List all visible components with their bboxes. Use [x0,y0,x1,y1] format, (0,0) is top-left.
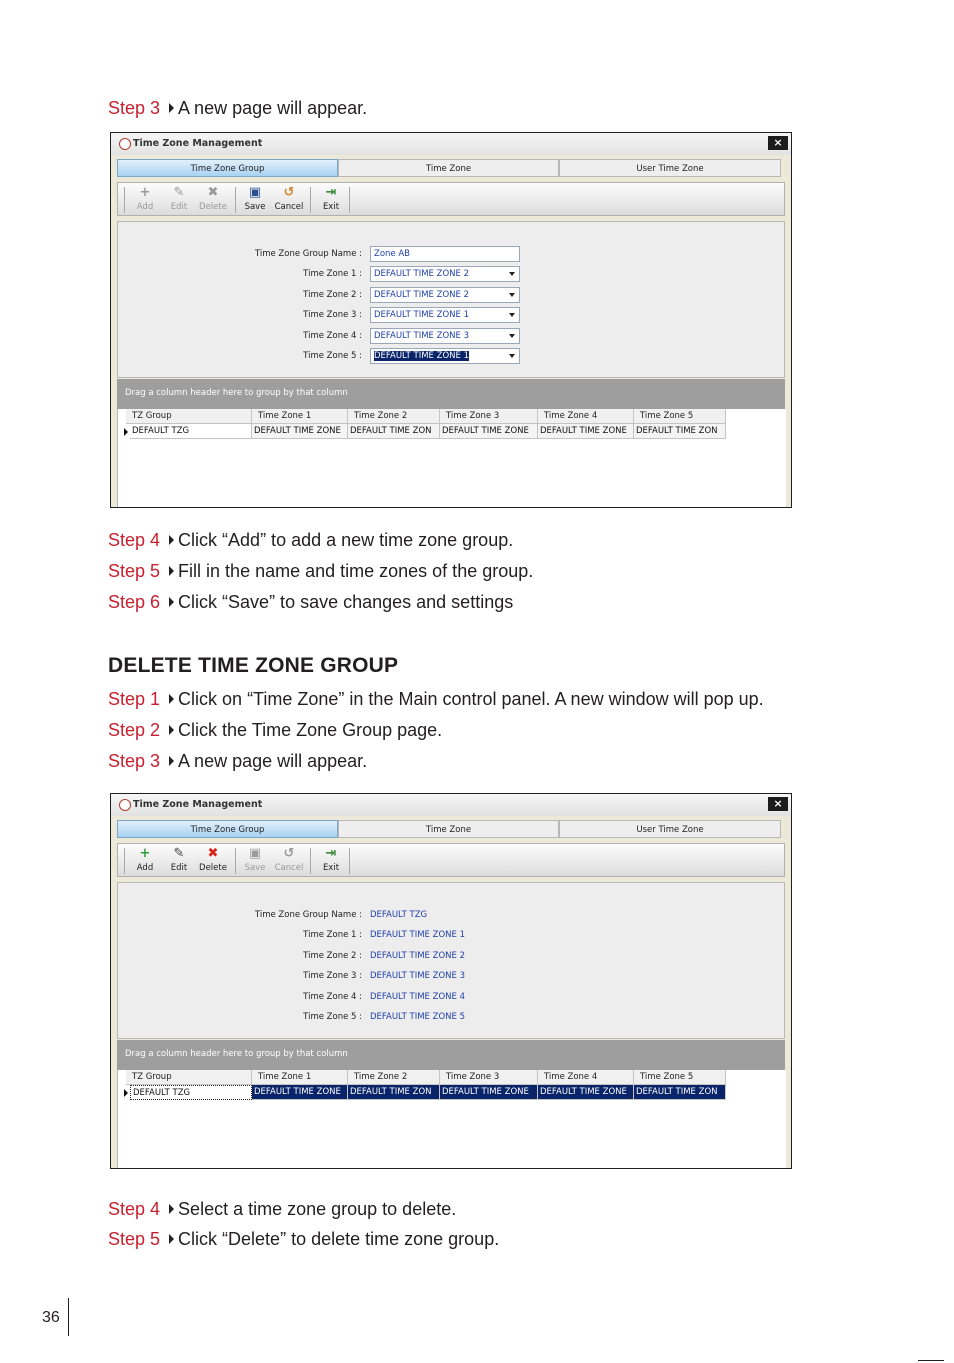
step-label: Step 3 [108,98,161,118]
tab-bar [117,820,781,838]
time-zone-1-value: DEFAULT TIME ZONE 1 [370,930,465,940]
table-cell[interactable]: DEFAULT TIME ZON [634,1085,726,1100]
chevron-down-icon [509,293,515,297]
form-label-time-zone-4: Time Zone 4 : [303,331,362,341]
step-row [108,1228,499,1250]
chevron-down-icon [509,313,515,317]
step-row [108,1198,456,1220]
delete-button[interactable]: ✖ Delete [196,847,230,873]
column-header-tz-group[interactable]: TZ Group [126,409,252,424]
group-name-input[interactable]: Zone AB [370,246,520,262]
chevron-down-icon [509,334,515,338]
exit-icon: ⇥ [325,846,337,861]
toolbar-separator [310,187,311,213]
delete-icon: ✖ [207,185,219,200]
time-zone-5-select[interactable]: DEFAULT TIME ZONE 1 [370,348,520,364]
add-icon: + [139,846,151,861]
step-text: A new page will appear. [178,98,368,118]
row-indicator-icon [124,1089,128,1097]
time-zone-4-value: DEFAULT TIME ZONE 4 [370,992,465,1002]
toolbar-separator [124,187,125,213]
table-cell[interactable]: DEFAULT TIME ZON [348,424,440,439]
exit-button[interactable]: ⇥ Exit [314,847,348,873]
arrow-right-icon [169,535,174,545]
window-titlebar [111,794,791,816]
cancel-icon: ↺ [283,185,295,200]
time-zone-2-value: DEFAULT TIME ZONE 2 [370,951,465,961]
step-label: Step 2 [108,720,161,740]
toolbar [117,843,785,877]
cancel-button[interactable]: ↺ Cancel [272,847,306,873]
corner-rule [918,1360,944,1361]
column-header-time-zone-3[interactable]: Time Zone 3 [440,409,538,424]
arrow-right-icon [169,694,174,704]
step-row [108,529,513,551]
arrow-right-icon [169,566,174,576]
time-zone-management-window-add [110,132,792,508]
arrow-right-icon [169,103,174,113]
step-text: Select a time zone group to delete. [178,1199,457,1219]
arrow-right-icon [169,1204,174,1214]
time-zone-3-select[interactable]: DEFAULT TIME ZONE 1 [370,307,520,323]
chevron-down-icon [509,354,515,358]
column-header-tz-group[interactable]: TZ Group [126,1070,252,1085]
tab-time-zone-group[interactable]: Time Zone Group [117,159,338,177]
save-icon: ▣ [248,185,262,200]
step-label: Step 6 [108,592,161,612]
clock-icon [119,799,131,811]
toolbar-separator [310,848,311,874]
tab-bar [117,159,781,177]
step-text: Click “Delete” to delete time zone group. [178,1229,500,1249]
column-header-time-zone-1[interactable]: Time Zone 1 [252,409,348,424]
cancel-button[interactable]: ↺ Cancel [272,186,306,212]
group-by-hint: Drag a column header here to group by that column [125,388,348,398]
group-form [117,221,785,378]
form-label-group-name: Time Zone Group Name : [254,910,362,920]
toolbar-separator [235,848,236,874]
tab-user-time-zone[interactable]: User Time Zone [559,159,781,177]
exit-button[interactable]: ⇥ Exit [314,186,348,212]
column-header-time-zone-5[interactable]: Time Zone 5 [634,409,726,424]
time-zone-3-value: DEFAULT TIME ZONE 3 [370,971,465,981]
column-header-time-zone-2[interactable]: Time Zone 2 [348,409,440,424]
tab-time-zone[interactable]: Time Zone [338,820,559,838]
form-label-group-name: Time Zone Group Name : [254,249,362,259]
tab-time-zone-group[interactable]: Time Zone Group [117,820,338,838]
time-zone-group-grid [117,1070,786,1168]
arrow-right-icon [169,1234,174,1244]
arrow-right-icon [169,597,174,607]
form-label-time-zone-2: Time Zone 2 : [303,951,362,961]
add-button[interactable]: + Add [128,847,162,873]
table-cell[interactable]: DEFAULT TIME ZONE [252,1085,348,1100]
time-zone-2-select[interactable]: DEFAULT TIME ZONE 2 [370,287,520,303]
toolbar-separator [349,848,350,874]
step-row [108,719,442,741]
time-zone-4-select[interactable]: DEFAULT TIME ZONE 3 [370,328,520,344]
group-by-panel[interactable] [117,1040,785,1070]
time-zone-5-value: DEFAULT TIME ZONE 5 [370,1012,465,1022]
form-label-time-zone-2: Time Zone 2 : [303,290,362,300]
save-icon: ▣ [248,846,262,861]
group-form [117,882,785,1039]
step-label: Step 5 [108,561,161,581]
toolbar-separator [349,187,350,213]
form-label-time-zone-1: Time Zone 1 : [303,930,362,940]
table-cell[interactable]: DEFAULT TZG [130,1085,252,1100]
table-cell[interactable]: DEFAULT TIME ZONE [440,1085,538,1100]
table-cell[interactable]: DEFAULT TIME ZON [348,1085,440,1100]
window-titlebar [111,133,791,155]
edit-button[interactable]: ✎ Edit [162,186,196,212]
group-by-hint: Drag a column header here to group by that column [125,1049,348,1059]
group-name-value: DEFAULT TZG [370,910,428,920]
step-row [108,97,367,119]
step-row [108,750,367,772]
page-number-divider [68,1298,69,1336]
toolbar-separator [235,187,236,213]
column-header-time-zone-2[interactable]: Time Zone 2 [348,1070,440,1085]
form-label-time-zone-5: Time Zone 5 : [303,351,362,361]
delete-icon: ✖ [207,846,219,861]
close-button[interactable]: × [768,136,788,150]
step-text: Click “Save” to save changes and settings [178,592,514,612]
table-cell[interactable]: DEFAULT TIME ZONE [440,424,538,439]
form-label-time-zone-5: Time Zone 5 : [303,1012,362,1022]
step-label: Step 3 [108,751,161,771]
step-text: Fill in the name and time zones of the group. [178,561,534,581]
edit-icon: ✎ [173,846,185,861]
column-header-time-zone-1[interactable]: Time Zone 1 [252,1070,348,1085]
form-label-time-zone-1: Time Zone 1 : [303,269,362,279]
table-cell[interactable]: DEFAULT TIME ZONE [538,1085,634,1100]
arrow-right-icon [169,756,174,766]
column-header-time-zone-3[interactable]: Time Zone 3 [440,1070,538,1085]
tab-time-zone[interactable]: Time Zone [338,159,559,177]
form-label-time-zone-3: Time Zone 3 : [303,310,362,320]
column-header-time-zone-4[interactable]: Time Zone 4 [538,409,634,424]
row-indicator-icon [124,428,128,436]
form-label-time-zone-3: Time Zone 3 : [303,971,362,981]
toolbar [117,182,785,216]
table-cell[interactable]: DEFAULT TIME ZONE [538,424,634,439]
tab-user-time-zone[interactable]: User Time Zone [559,820,781,838]
time-zone-1-select[interactable]: DEFAULT TIME ZONE 2 [370,266,520,282]
cancel-icon: ↺ [283,846,295,861]
form-label-time-zone-4: Time Zone 4 : [303,992,362,1002]
column-header-time-zone-4[interactable]: Time Zone 4 [538,1070,634,1085]
close-button[interactable]: × [768,797,788,811]
window-title: Time Zone Management [133,138,263,149]
add-button[interactable]: + Add [128,186,162,212]
table-cell[interactable]: DEFAULT TIME ZONE [252,424,348,439]
step-text: A new page will appear. [178,751,368,771]
add-icon: + [139,185,151,200]
exit-icon: ⇥ [325,185,337,200]
toolbar-separator [124,848,125,874]
step-label: Step 4 [108,1199,161,1219]
step-row [108,591,513,613]
step-text: Click the Time Zone Group page. [178,720,443,740]
column-header-time-zone-5[interactable]: Time Zone 5 [634,1070,726,1085]
edit-icon: ✎ [173,185,185,200]
save-button[interactable]: ▣ Save [238,847,272,873]
time-zone-management-window-delete [110,793,792,1169]
section-heading: DELETE TIME ZONE GROUP [108,654,399,677]
step-label: Step 5 [108,1229,161,1249]
step-row [108,688,764,710]
step-label: Step 4 [108,530,161,550]
step-text: Click “Add” to add a new time zone group. [178,530,514,550]
step-text: Click on “Time Zone” in the Main control panel. A new window will pop up. [178,689,764,709]
edit-button[interactable]: ✎ Edit [162,847,196,873]
window-title: Time Zone Management [133,799,263,810]
arrow-right-icon [169,725,174,735]
save-button[interactable]: ▣ Save [238,186,272,212]
group-by-panel[interactable] [117,379,785,409]
page-number: 36 [42,1309,60,1326]
step-row [108,560,533,582]
time-zone-group-grid [117,409,786,507]
chevron-down-icon [509,272,515,276]
step-label: Step 1 [108,689,161,709]
delete-button[interactable]: ✖ Delete [196,186,230,212]
table-cell[interactable]: DEFAULT TIME ZON [634,424,726,439]
table-cell[interactable]: DEFAULT TZG [130,424,252,439]
clock-icon [119,138,131,150]
